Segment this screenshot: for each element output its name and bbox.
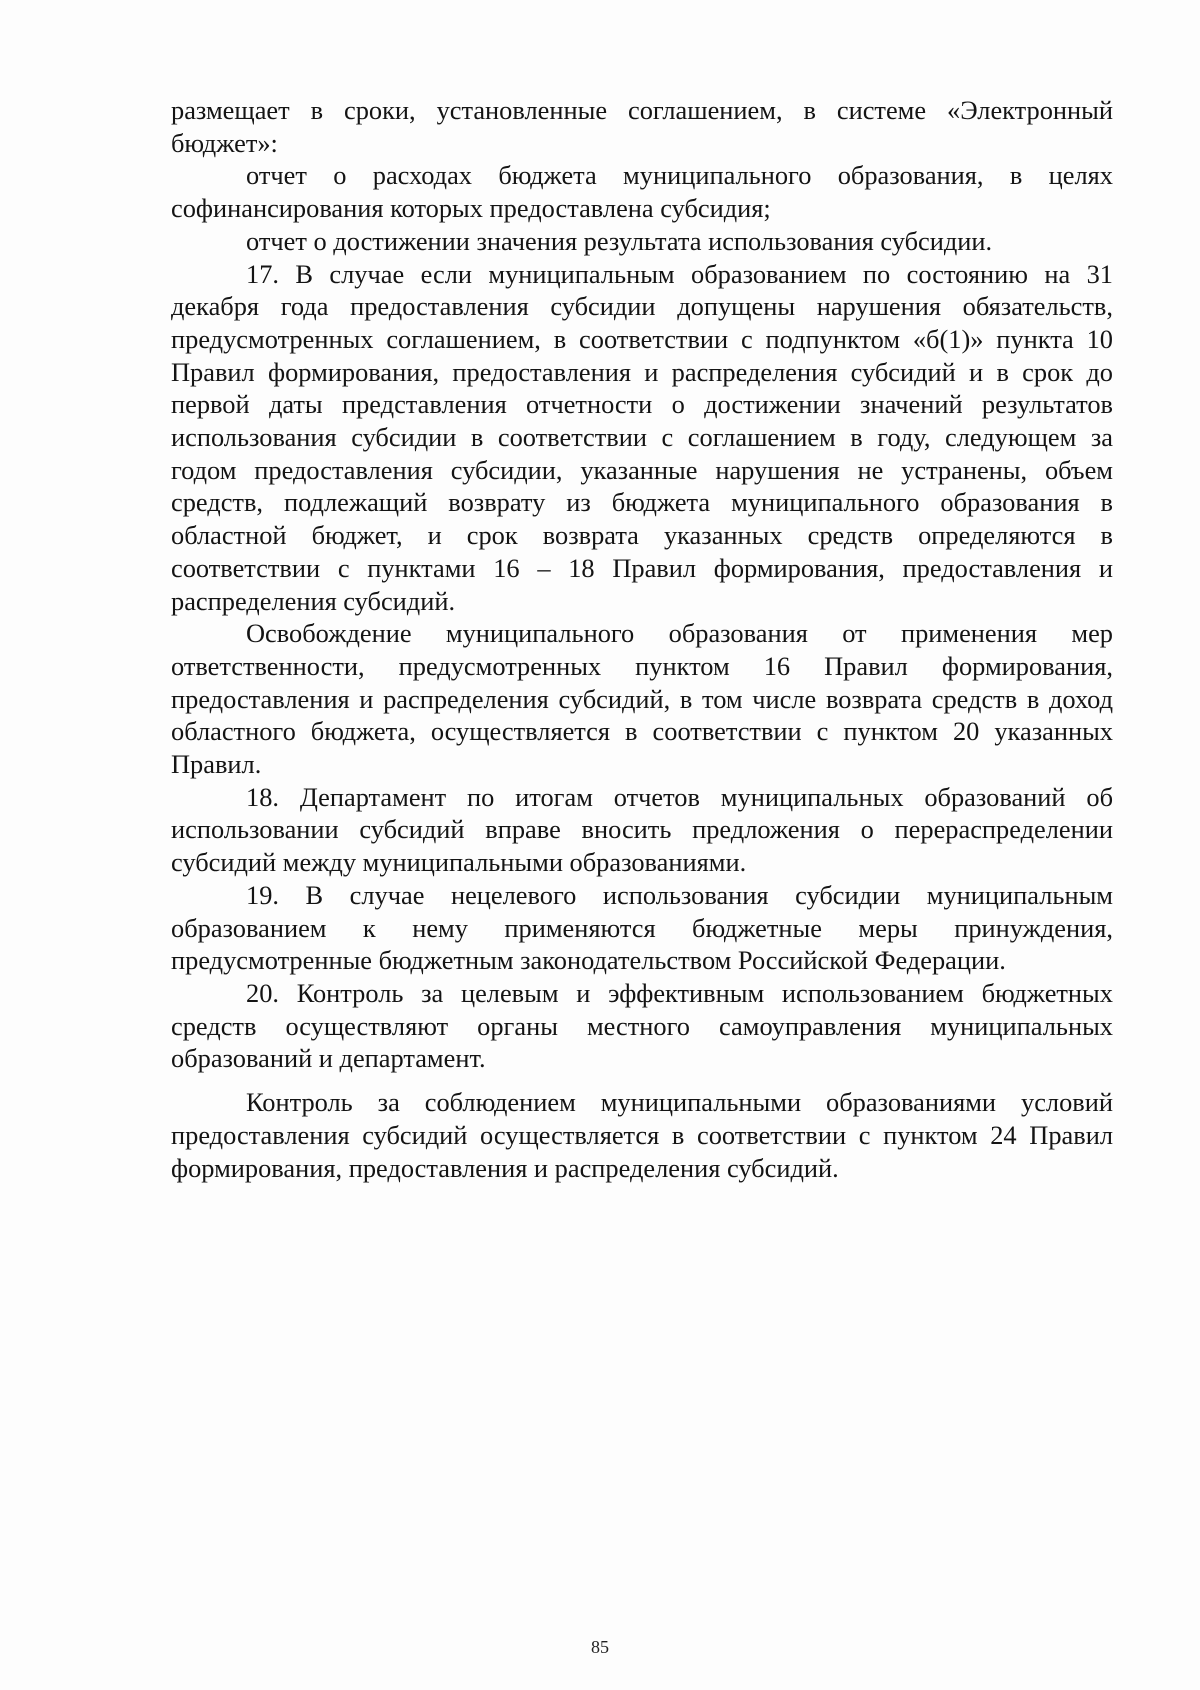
paragraph-exemption: Освобождение муниципального образования от применения мер ответственности, предусмотренных пунктом 16 Правил формирования, предоставления и распределения субсидий, в том числе возврата средств в доход областного бюджета, осуществляется в соответствии с пунктом 20 указанных Правил. bbox=[171, 618, 1113, 780]
paragraph-report-results: отчет о достижении значения результата использования субсидии. bbox=[246, 225, 993, 256]
paragraph-continuation: размещает в сроки, установленные соглашением, в системе «Электронный бюджет»: bbox=[171, 95, 1113, 158]
paragraph-17: 17. В случае если муниципальным образованием по состоянию на 31 декабря года предоставления субсидии допущены нарушения обязательств, предусмотренных соглашением, в соответствии с подпунктом «б(1)» пункта 10 Правил формирования, предоставления и распределения субсидий и в срок до первой даты представления отчетности о достижении значений результатов использования субсидии в соответствии с соглашением в году, следующем за годом предоставления субсидии, указанные нарушения не устранены, объем средств, подлежащий возврату из бюджета муниципального образования в областной бюджет, и срок возврата указанных средств определяются в соответствии с пунктами 16 – 18 Правил формирования, предоставления и распределения субсидий. bbox=[171, 258, 1113, 616]
paragraph-control: Контроль за соблюдением муниципальными образованиями условий предоставления субсидий осуществляется в соответствии с пунктом 24 Правил формирования, предоставления и распределения субсидий. bbox=[171, 1087, 1113, 1183]
paragraph-report-expenses: отчет о расходах бюджета муниципального образования, в целях софинансирования которых предоставлена субсидия; bbox=[171, 160, 1113, 224]
document-body bbox=[171, 94, 1113, 1184]
paragraph-19: 19. В случае нецелевого использования субсидии муниципальным образованием к нему применяются бюджетные меры принуждения, предусмотренные бюджетным законодательством Российской Федерации. bbox=[171, 879, 1113, 976]
page-number: 85 bbox=[591, 1637, 609, 1657]
paragraph-18: 18. Департамент по итогам отчетов муниципальных образований об использовании субсидий вправе вносить предложения о перераспределении субсидий между муниципальными образованиями. bbox=[171, 781, 1113, 878]
paragraph-20: 20. Контроль за целевым и эффективным использованием бюджетных средств осуществляют органы местного самоуправления муниципальных образований и департамент. bbox=[171, 977, 1113, 1074]
